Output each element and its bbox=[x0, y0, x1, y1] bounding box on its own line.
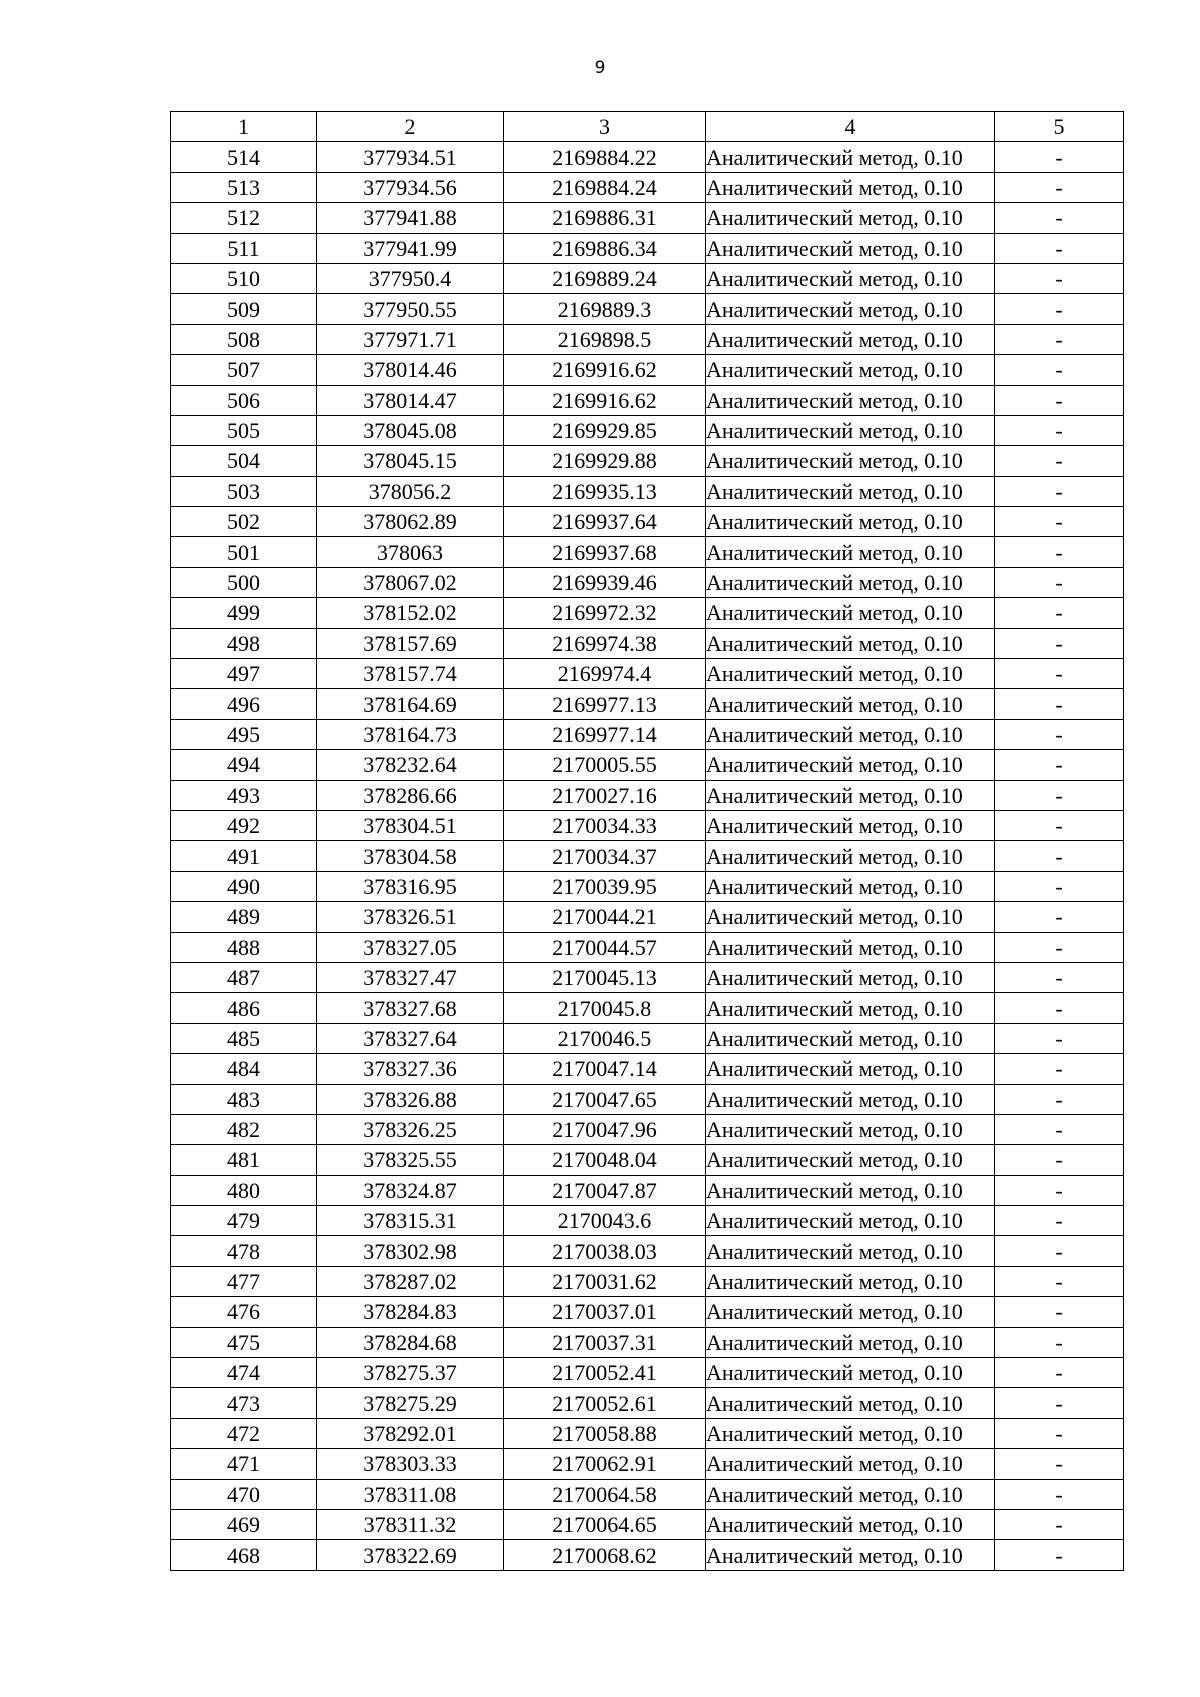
method-accuracy-cell: Аналитический метод, 0.10 bbox=[706, 902, 995, 932]
method-accuracy-cell: Аналитический метод, 0.10 bbox=[706, 324, 995, 354]
description-cell: - bbox=[995, 1023, 1124, 1053]
x-coordinate-cell: 378275.37 bbox=[317, 1358, 504, 1388]
y-coordinate-cell: 2170064.65 bbox=[504, 1509, 706, 1539]
table-row bbox=[171, 719, 1124, 749]
column-header-3: 3 bbox=[504, 112, 706, 142]
description-cell: - bbox=[995, 1479, 1124, 1509]
y-coordinate-cell: 2170048.04 bbox=[504, 1145, 706, 1175]
point-number-cell: 513 bbox=[171, 172, 317, 202]
table-row bbox=[171, 993, 1124, 1023]
y-coordinate-cell: 2170045.8 bbox=[504, 993, 706, 1023]
x-coordinate-cell: 378326.88 bbox=[317, 1084, 504, 1114]
x-coordinate-cell: 377934.56 bbox=[317, 172, 504, 202]
method-accuracy-cell: Аналитический метод, 0.10 bbox=[706, 446, 995, 476]
point-number-cell: 469 bbox=[171, 1509, 317, 1539]
y-coordinate-cell: 2169977.13 bbox=[504, 689, 706, 719]
table-row bbox=[171, 1084, 1124, 1114]
point-number-cell: 500 bbox=[171, 567, 317, 597]
x-coordinate-cell: 378067.02 bbox=[317, 567, 504, 597]
description-cell: - bbox=[995, 355, 1124, 385]
x-coordinate-cell: 378327.68 bbox=[317, 993, 504, 1023]
x-coordinate-cell: 378164.73 bbox=[317, 719, 504, 749]
point-number-cell: 472 bbox=[171, 1418, 317, 1448]
description-cell: - bbox=[995, 294, 1124, 324]
table-row bbox=[171, 415, 1124, 445]
table-row bbox=[171, 1236, 1124, 1266]
y-coordinate-cell: 2170044.21 bbox=[504, 902, 706, 932]
method-accuracy-cell: Аналитический метод, 0.10 bbox=[706, 871, 995, 901]
y-coordinate-cell: 2170058.88 bbox=[504, 1418, 706, 1448]
description-cell: - bbox=[995, 1175, 1124, 1205]
x-coordinate-cell: 378324.87 bbox=[317, 1175, 504, 1205]
description-cell: - bbox=[995, 962, 1124, 992]
y-coordinate-cell: 2169886.34 bbox=[504, 233, 706, 263]
y-coordinate-cell: 2169937.68 bbox=[504, 537, 706, 567]
point-number-cell: 483 bbox=[171, 1084, 317, 1114]
y-coordinate-cell: 2170064.58 bbox=[504, 1479, 706, 1509]
description-cell: - bbox=[995, 1206, 1124, 1236]
method-accuracy-cell: Аналитический метод, 0.10 bbox=[706, 537, 995, 567]
description-cell: - bbox=[995, 719, 1124, 749]
point-number-cell: 474 bbox=[171, 1358, 317, 1388]
table-body bbox=[171, 142, 1124, 1570]
x-coordinate-cell: 378062.89 bbox=[317, 507, 504, 537]
y-coordinate-cell: 2170047.87 bbox=[504, 1175, 706, 1205]
table-row bbox=[171, 1540, 1124, 1570]
point-number-cell: 508 bbox=[171, 324, 317, 354]
x-coordinate-cell: 378311.08 bbox=[317, 1479, 504, 1509]
coordinates-table bbox=[170, 111, 1124, 1571]
table-row bbox=[171, 476, 1124, 506]
method-accuracy-cell: Аналитический метод, 0.10 bbox=[706, 659, 995, 689]
description-cell: - bbox=[995, 659, 1124, 689]
description-cell: - bbox=[995, 415, 1124, 445]
page-number: 9 bbox=[594, 58, 606, 78]
method-accuracy-cell: Аналитический метод, 0.10 bbox=[706, 1358, 995, 1388]
description-cell: - bbox=[995, 628, 1124, 658]
description-cell: - bbox=[995, 324, 1124, 354]
x-coordinate-cell: 378045.15 bbox=[317, 446, 504, 476]
method-accuracy-cell: Аналитический метод, 0.10 bbox=[706, 1509, 995, 1539]
x-coordinate-cell: 378325.55 bbox=[317, 1145, 504, 1175]
y-coordinate-cell: 2169916.62 bbox=[504, 355, 706, 385]
description-cell: - bbox=[995, 932, 1124, 962]
table-row bbox=[171, 962, 1124, 992]
table-row bbox=[171, 932, 1124, 962]
description-cell: - bbox=[995, 142, 1124, 172]
point-number-cell: 485 bbox=[171, 1023, 317, 1053]
description-cell: - bbox=[995, 841, 1124, 871]
point-number-cell: 478 bbox=[171, 1236, 317, 1266]
point-number-cell: 502 bbox=[171, 507, 317, 537]
y-coordinate-cell: 2169977.14 bbox=[504, 719, 706, 749]
method-accuracy-cell: Аналитический метод, 0.10 bbox=[706, 355, 995, 385]
method-accuracy-cell: Аналитический метод, 0.10 bbox=[706, 598, 995, 628]
method-accuracy-cell: Аналитический метод, 0.10 bbox=[706, 810, 995, 840]
x-coordinate-cell: 378327.47 bbox=[317, 962, 504, 992]
x-coordinate-cell: 378322.69 bbox=[317, 1540, 504, 1570]
description-cell: - bbox=[995, 567, 1124, 597]
table-row bbox=[171, 172, 1124, 202]
method-accuracy-cell: Аналитический метод, 0.10 bbox=[706, 1540, 995, 1570]
x-coordinate-cell: 378014.46 bbox=[317, 355, 504, 385]
y-coordinate-cell: 2170037.31 bbox=[504, 1327, 706, 1357]
y-coordinate-cell: 2169974.4 bbox=[504, 659, 706, 689]
method-accuracy-cell: Аналитический метод, 0.10 bbox=[706, 1206, 995, 1236]
point-number-cell: 473 bbox=[171, 1388, 317, 1418]
y-coordinate-cell: 2170047.96 bbox=[504, 1114, 706, 1144]
description-cell: - bbox=[995, 902, 1124, 932]
method-accuracy-cell: Аналитический метод, 0.10 bbox=[706, 567, 995, 597]
y-coordinate-cell: 2170027.16 bbox=[504, 780, 706, 810]
y-coordinate-cell: 2170044.57 bbox=[504, 932, 706, 962]
description-cell: - bbox=[995, 1266, 1124, 1296]
x-coordinate-cell: 378304.51 bbox=[317, 810, 504, 840]
method-accuracy-cell: Аналитический метод, 0.10 bbox=[706, 780, 995, 810]
method-accuracy-cell: Аналитический метод, 0.10 bbox=[706, 993, 995, 1023]
description-cell: - bbox=[995, 507, 1124, 537]
table-row bbox=[171, 1145, 1124, 1175]
x-coordinate-cell: 378014.47 bbox=[317, 385, 504, 415]
description-cell: - bbox=[995, 1145, 1124, 1175]
x-coordinate-cell: 378045.08 bbox=[317, 415, 504, 445]
table-row bbox=[171, 1054, 1124, 1084]
x-coordinate-cell: 378326.25 bbox=[317, 1114, 504, 1144]
y-coordinate-cell: 2170046.5 bbox=[504, 1023, 706, 1053]
description-cell: - bbox=[995, 446, 1124, 476]
table-row bbox=[171, 750, 1124, 780]
description-cell: - bbox=[995, 1236, 1124, 1266]
method-accuracy-cell: Аналитический метод, 0.10 bbox=[706, 1084, 995, 1114]
description-cell: - bbox=[995, 810, 1124, 840]
x-coordinate-cell: 378275.29 bbox=[317, 1388, 504, 1418]
y-coordinate-cell: 2169929.88 bbox=[504, 446, 706, 476]
description-cell: - bbox=[995, 233, 1124, 263]
y-coordinate-cell: 2169939.46 bbox=[504, 567, 706, 597]
description-cell: - bbox=[995, 1418, 1124, 1448]
y-coordinate-cell: 2170043.6 bbox=[504, 1206, 706, 1236]
x-coordinate-cell: 378284.68 bbox=[317, 1327, 504, 1357]
table-row bbox=[171, 1206, 1124, 1236]
table-row bbox=[171, 810, 1124, 840]
description-cell: - bbox=[995, 780, 1124, 810]
description-cell: - bbox=[995, 1084, 1124, 1114]
table-row bbox=[171, 1449, 1124, 1479]
table-row bbox=[171, 263, 1124, 293]
y-coordinate-cell: 2170052.41 bbox=[504, 1358, 706, 1388]
description-cell: - bbox=[995, 1509, 1124, 1539]
table-row bbox=[171, 1327, 1124, 1357]
table-row bbox=[171, 1266, 1124, 1296]
point-number-cell: 512 bbox=[171, 203, 317, 233]
point-number-cell: 477 bbox=[171, 1266, 317, 1296]
description-cell: - bbox=[995, 598, 1124, 628]
x-coordinate-cell: 377941.99 bbox=[317, 233, 504, 263]
point-number-cell: 507 bbox=[171, 355, 317, 385]
method-accuracy-cell: Аналитический метод, 0.10 bbox=[706, 1175, 995, 1205]
description-cell: - bbox=[995, 1358, 1124, 1388]
method-accuracy-cell: Аналитический метод, 0.10 bbox=[706, 1023, 995, 1053]
method-accuracy-cell: Аналитический метод, 0.10 bbox=[706, 750, 995, 780]
x-coordinate-cell: 378311.32 bbox=[317, 1509, 504, 1539]
table-row bbox=[171, 233, 1124, 263]
y-coordinate-cell: 2170052.61 bbox=[504, 1388, 706, 1418]
y-coordinate-cell: 2170047.14 bbox=[504, 1054, 706, 1084]
method-accuracy-cell: Аналитический метод, 0.10 bbox=[706, 142, 995, 172]
x-coordinate-cell: 378326.51 bbox=[317, 902, 504, 932]
point-number-cell: 492 bbox=[171, 810, 317, 840]
x-coordinate-cell: 378157.74 bbox=[317, 659, 504, 689]
table-row bbox=[171, 598, 1124, 628]
point-number-cell: 488 bbox=[171, 932, 317, 962]
description-cell: - bbox=[995, 537, 1124, 567]
point-number-cell: 486 bbox=[171, 993, 317, 1023]
method-accuracy-cell: Аналитический метод, 0.10 bbox=[706, 1145, 995, 1175]
column-header-4: 4 bbox=[706, 112, 995, 142]
y-coordinate-cell: 2169972.32 bbox=[504, 598, 706, 628]
method-accuracy-cell: Аналитический метод, 0.10 bbox=[706, 476, 995, 506]
method-accuracy-cell: Аналитический метод, 0.10 bbox=[706, 1418, 995, 1448]
point-number-cell: 498 bbox=[171, 628, 317, 658]
y-coordinate-cell: 2170068.62 bbox=[504, 1540, 706, 1570]
y-coordinate-cell: 2169889.24 bbox=[504, 263, 706, 293]
point-number-cell: 476 bbox=[171, 1297, 317, 1327]
method-accuracy-cell: Аналитический метод, 0.10 bbox=[706, 1388, 995, 1418]
point-number-cell: 489 bbox=[171, 902, 317, 932]
x-coordinate-cell: 378286.66 bbox=[317, 780, 504, 810]
point-number-cell: 481 bbox=[171, 1145, 317, 1175]
description-cell: - bbox=[995, 172, 1124, 202]
point-number-cell: 487 bbox=[171, 962, 317, 992]
x-coordinate-cell: 377950.55 bbox=[317, 294, 504, 324]
method-accuracy-cell: Аналитический метод, 0.10 bbox=[706, 1449, 995, 1479]
point-number-cell: 470 bbox=[171, 1479, 317, 1509]
x-coordinate-cell: 378304.58 bbox=[317, 841, 504, 871]
point-number-cell: 504 bbox=[171, 446, 317, 476]
y-coordinate-cell: 2170034.37 bbox=[504, 841, 706, 871]
column-header-2: 2 bbox=[317, 112, 504, 142]
method-accuracy-cell: Аналитический метод, 0.10 bbox=[706, 203, 995, 233]
table-row bbox=[171, 1023, 1124, 1053]
method-accuracy-cell: Аналитический метод, 0.10 bbox=[706, 628, 995, 658]
table-row bbox=[171, 1297, 1124, 1327]
x-coordinate-cell: 377941.88 bbox=[317, 203, 504, 233]
table-row bbox=[171, 567, 1124, 597]
point-number-cell: 475 bbox=[171, 1327, 317, 1357]
y-coordinate-cell: 2169884.22 bbox=[504, 142, 706, 172]
table-row bbox=[171, 355, 1124, 385]
point-number-cell: 471 bbox=[171, 1449, 317, 1479]
point-number-cell: 468 bbox=[171, 1540, 317, 1570]
table-row bbox=[171, 142, 1124, 172]
table-row bbox=[171, 446, 1124, 476]
table-row bbox=[171, 537, 1124, 567]
point-number-cell: 506 bbox=[171, 385, 317, 415]
method-accuracy-cell: Аналитический метод, 0.10 bbox=[706, 172, 995, 202]
table-row bbox=[171, 1114, 1124, 1144]
method-accuracy-cell: Аналитический метод, 0.10 bbox=[706, 507, 995, 537]
x-coordinate-cell: 377934.51 bbox=[317, 142, 504, 172]
description-cell: - bbox=[995, 1114, 1124, 1144]
table-row bbox=[171, 1358, 1124, 1388]
table-row bbox=[171, 841, 1124, 871]
description-cell: - bbox=[995, 1449, 1124, 1479]
x-coordinate-cell: 378287.02 bbox=[317, 1266, 504, 1296]
table-row bbox=[171, 902, 1124, 932]
y-coordinate-cell: 2170031.62 bbox=[504, 1266, 706, 1296]
method-accuracy-cell: Аналитический метод, 0.10 bbox=[706, 1236, 995, 1266]
method-accuracy-cell: Аналитический метод, 0.10 bbox=[706, 1114, 995, 1144]
y-coordinate-cell: 2170037.01 bbox=[504, 1297, 706, 1327]
y-coordinate-cell: 2169937.64 bbox=[504, 507, 706, 537]
x-coordinate-cell: 378292.01 bbox=[317, 1418, 504, 1448]
point-number-cell: 484 bbox=[171, 1054, 317, 1084]
y-coordinate-cell: 2169916.62 bbox=[504, 385, 706, 415]
y-coordinate-cell: 2169898.5 bbox=[504, 324, 706, 354]
method-accuracy-cell: Аналитический метод, 0.10 bbox=[706, 294, 995, 324]
table-row bbox=[171, 1479, 1124, 1509]
point-number-cell: 497 bbox=[171, 659, 317, 689]
point-number-cell: 499 bbox=[171, 598, 317, 628]
point-number-cell: 496 bbox=[171, 689, 317, 719]
description-cell: - bbox=[995, 1388, 1124, 1418]
y-coordinate-cell: 2170005.55 bbox=[504, 750, 706, 780]
table-row bbox=[171, 1418, 1124, 1448]
x-coordinate-cell: 378157.69 bbox=[317, 628, 504, 658]
table-row bbox=[171, 507, 1124, 537]
x-coordinate-cell: 378063 bbox=[317, 537, 504, 567]
point-number-cell: 494 bbox=[171, 750, 317, 780]
table-row bbox=[171, 203, 1124, 233]
column-header-5: 5 bbox=[995, 112, 1124, 142]
y-coordinate-cell: 2170034.33 bbox=[504, 810, 706, 840]
table-row bbox=[171, 1175, 1124, 1205]
description-cell: - bbox=[995, 993, 1124, 1023]
table-row bbox=[171, 385, 1124, 415]
point-number-cell: 503 bbox=[171, 476, 317, 506]
description-cell: - bbox=[995, 871, 1124, 901]
method-accuracy-cell: Аналитический метод, 0.10 bbox=[706, 233, 995, 263]
description-cell: - bbox=[995, 203, 1124, 233]
point-number-cell: 511 bbox=[171, 233, 317, 263]
method-accuracy-cell: Аналитический метод, 0.10 bbox=[706, 841, 995, 871]
x-coordinate-cell: 378327.64 bbox=[317, 1023, 504, 1053]
point-number-cell: 501 bbox=[171, 537, 317, 567]
point-number-cell: 480 bbox=[171, 1175, 317, 1205]
description-cell: - bbox=[995, 1540, 1124, 1570]
description-cell: - bbox=[995, 750, 1124, 780]
table-row bbox=[171, 689, 1124, 719]
x-coordinate-cell: 378302.98 bbox=[317, 1236, 504, 1266]
description-cell: - bbox=[995, 1327, 1124, 1357]
x-coordinate-cell: 378152.02 bbox=[317, 598, 504, 628]
x-coordinate-cell: 378232.64 bbox=[317, 750, 504, 780]
y-coordinate-cell: 2170038.03 bbox=[504, 1236, 706, 1266]
method-accuracy-cell: Аналитический метод, 0.10 bbox=[706, 1266, 995, 1296]
point-number-cell: 479 bbox=[171, 1206, 317, 1236]
x-coordinate-cell: 378056.2 bbox=[317, 476, 504, 506]
y-coordinate-cell: 2169935.13 bbox=[504, 476, 706, 506]
point-number-cell: 510 bbox=[171, 263, 317, 293]
x-coordinate-cell: 378303.33 bbox=[317, 1449, 504, 1479]
method-accuracy-cell: Аналитический метод, 0.10 bbox=[706, 1054, 995, 1084]
y-coordinate-cell: 2169974.38 bbox=[504, 628, 706, 658]
table-row bbox=[171, 324, 1124, 354]
y-coordinate-cell: 2170045.13 bbox=[504, 962, 706, 992]
x-coordinate-cell: 378327.05 bbox=[317, 932, 504, 962]
method-accuracy-cell: Аналитический метод, 0.10 bbox=[706, 263, 995, 293]
method-accuracy-cell: Аналитический метод, 0.10 bbox=[706, 1327, 995, 1357]
method-accuracy-cell: Аналитический метод, 0.10 bbox=[706, 1297, 995, 1327]
point-number-cell: 509 bbox=[171, 294, 317, 324]
table-row bbox=[171, 1388, 1124, 1418]
x-coordinate-cell: 378284.83 bbox=[317, 1297, 504, 1327]
method-accuracy-cell: Аналитический метод, 0.10 bbox=[706, 689, 995, 719]
description-cell: - bbox=[995, 476, 1124, 506]
x-coordinate-cell: 378315.31 bbox=[317, 1206, 504, 1236]
method-accuracy-cell: Аналитический метод, 0.10 bbox=[706, 932, 995, 962]
description-cell: - bbox=[995, 1054, 1124, 1084]
x-coordinate-cell: 377971.71 bbox=[317, 324, 504, 354]
y-coordinate-cell: 2169929.85 bbox=[504, 415, 706, 445]
table-row bbox=[171, 1509, 1124, 1539]
y-coordinate-cell: 2170047.65 bbox=[504, 1084, 706, 1114]
table-row bbox=[171, 659, 1124, 689]
table-row bbox=[171, 871, 1124, 901]
point-number-cell: 495 bbox=[171, 719, 317, 749]
point-number-cell: 490 bbox=[171, 871, 317, 901]
description-cell: - bbox=[995, 385, 1124, 415]
method-accuracy-cell: Аналитический метод, 0.10 bbox=[706, 1479, 995, 1509]
point-number-cell: 482 bbox=[171, 1114, 317, 1144]
x-coordinate-cell: 378164.69 bbox=[317, 689, 504, 719]
table-row bbox=[171, 628, 1124, 658]
y-coordinate-cell: 2170062.91 bbox=[504, 1449, 706, 1479]
column-header-1: 1 bbox=[171, 112, 317, 142]
point-number-cell: 505 bbox=[171, 415, 317, 445]
method-accuracy-cell: Аналитический метод, 0.10 bbox=[706, 385, 995, 415]
method-accuracy-cell: Аналитический метод, 0.10 bbox=[706, 719, 995, 749]
point-number-cell: 491 bbox=[171, 841, 317, 871]
x-coordinate-cell: 378327.36 bbox=[317, 1054, 504, 1084]
y-coordinate-cell: 2169886.31 bbox=[504, 203, 706, 233]
table-row bbox=[171, 294, 1124, 324]
description-cell: - bbox=[995, 1297, 1124, 1327]
point-number-cell: 514 bbox=[171, 142, 317, 172]
x-coordinate-cell: 378316.95 bbox=[317, 871, 504, 901]
method-accuracy-cell: Аналитический метод, 0.10 bbox=[706, 415, 995, 445]
y-coordinate-cell: 2169889.3 bbox=[504, 294, 706, 324]
method-accuracy-cell: Аналитический метод, 0.10 bbox=[706, 962, 995, 992]
table-row bbox=[171, 780, 1124, 810]
description-cell: - bbox=[995, 689, 1124, 719]
table-header-row bbox=[171, 112, 1124, 142]
x-coordinate-cell: 377950.4 bbox=[317, 263, 504, 293]
point-number-cell: 493 bbox=[171, 780, 317, 810]
description-cell: - bbox=[995, 263, 1124, 293]
y-coordinate-cell: 2169884.24 bbox=[504, 172, 706, 202]
y-coordinate-cell: 2170039.95 bbox=[504, 871, 706, 901]
